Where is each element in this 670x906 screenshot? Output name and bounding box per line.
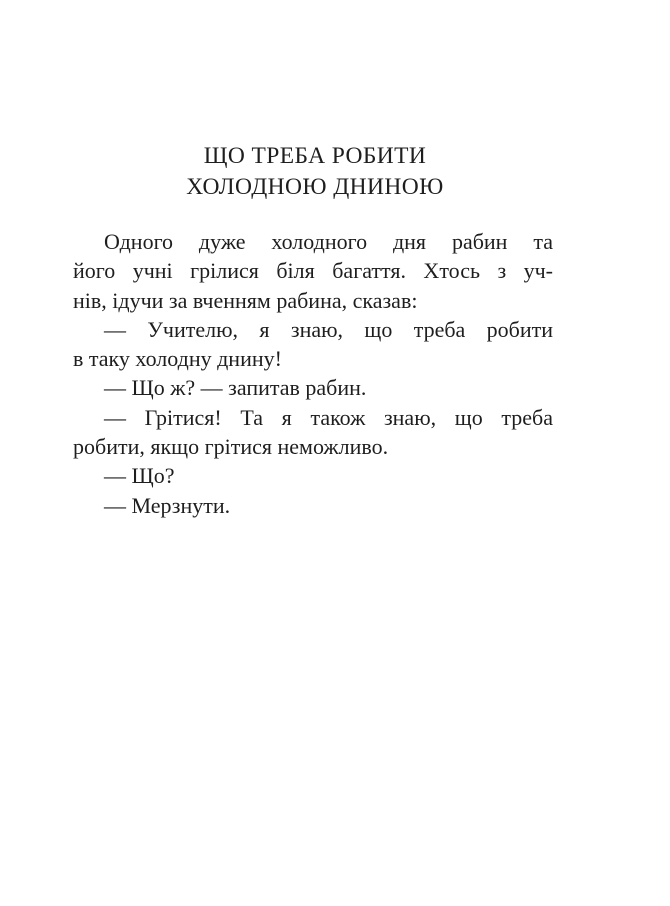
text-line: робити, якщо грітися неможливо.: [73, 434, 389, 460]
story-text: [73, 227, 553, 520]
story-title: [0, 141, 630, 203]
text-line: — Грітися! Та я також знаю, що треба: [104, 404, 553, 430]
title-line-2: ХОЛОДНОЮ ДНИНОЮ: [186, 174, 444, 200]
text-line: — Учителю, я знаю, що треба робити: [104, 316, 553, 342]
text-line: — Мерзнути.: [104, 492, 231, 518]
text-line: його учні грілися біля багаття. Хтось з уч-: [73, 258, 553, 284]
text-line: Одного дуже холодного дня рабин та: [104, 229, 553, 254]
text-line: — Що ж? — запитав рабин.: [104, 375, 367, 401]
text-line: в таку холодну днину!: [73, 346, 282, 372]
text-line: — Що?: [104, 463, 175, 489]
text-line: нів, ідучи за вченням рабина, сказав:: [73, 287, 418, 313]
title-line-1: ЩО ТРЕБА РОБИТИ: [203, 143, 427, 169]
